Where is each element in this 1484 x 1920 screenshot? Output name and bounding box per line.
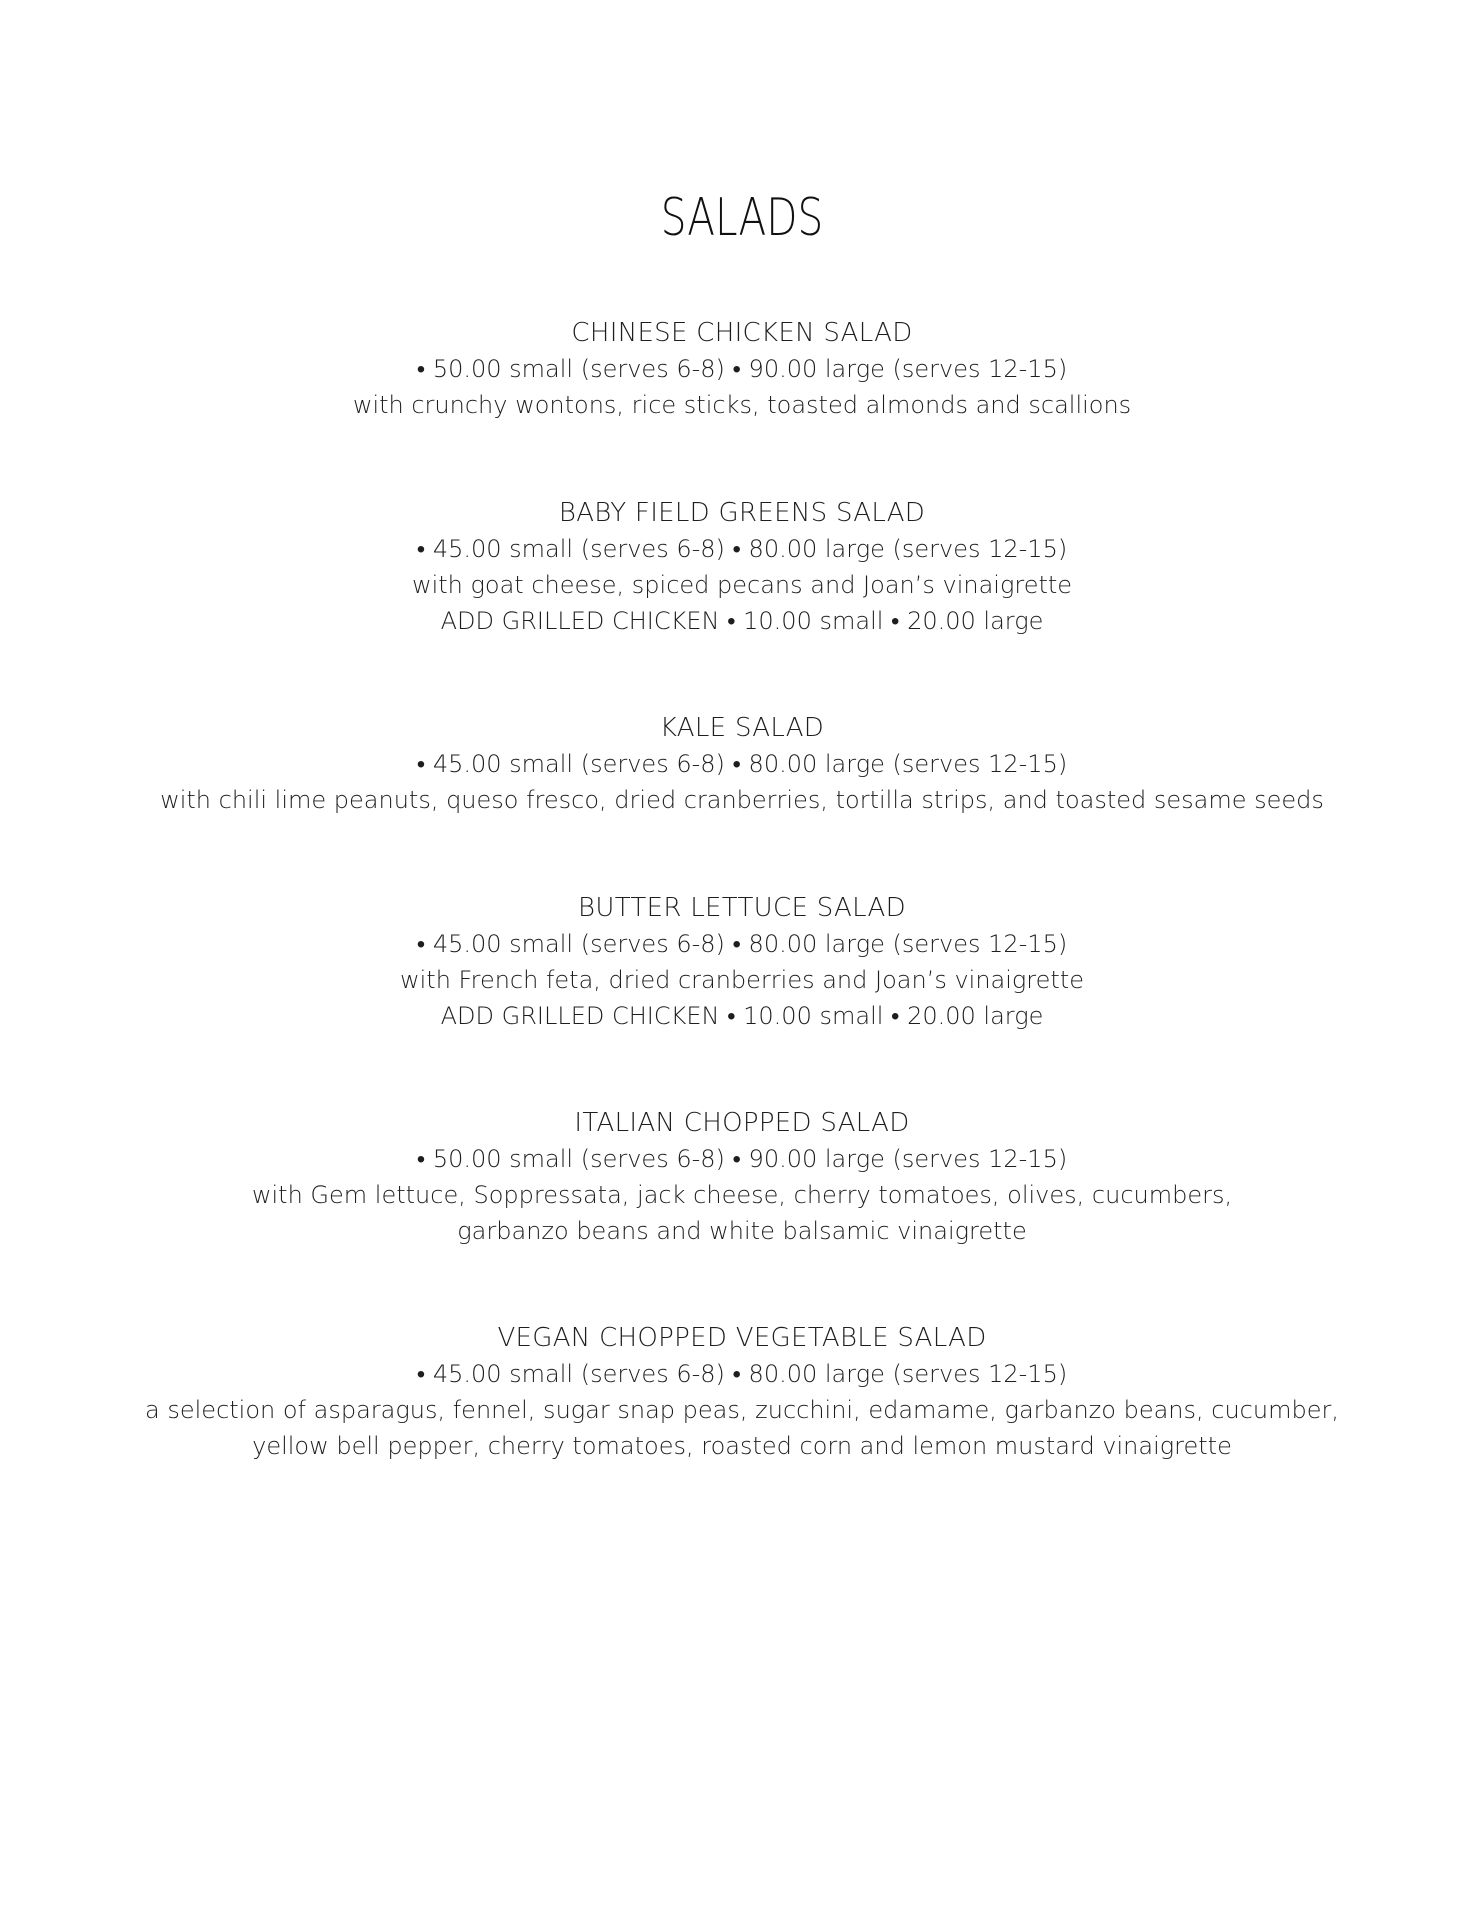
menu-item-baby-field-greens-salad xyxy=(0,495,1484,639)
item-description: with crunchy wontons, rice sticks, toasted almonds and scallions xyxy=(352,391,1132,419)
item-description: with Gem lettuce, Soppressata, jack cheese, cherry tomatoes, olives, cucumbers, xyxy=(251,1181,1233,1209)
item-description: with French feta, dried cranberries and Joan’s vinaigrette xyxy=(400,966,1084,994)
item-name: BUTTER LETTUCE SALAD xyxy=(578,893,906,923)
menu-item-chinese-chicken-salad xyxy=(0,315,1484,423)
item-description: with goat cheese, spiced pecans and Joan’s vinaigrette xyxy=(411,571,1073,599)
item-description: a selection of asparagus, fennel, sugar snap peas, zucchini, edamame, garbanzo beans, cucumber, xyxy=(145,1396,1339,1424)
item-description: yellow bell pepper, cherry tomatoes, roasted corn and lemon mustard vinaigrette xyxy=(252,1432,1232,1460)
item-name: KALE SALAD xyxy=(659,713,825,743)
item-name: ITALIAN CHOPPED SALAD xyxy=(574,1108,910,1138)
item-addon: ADD GRILLED CHICKEN • 10.00 small • 20.00 large xyxy=(440,1002,1044,1030)
item-addon: ADD GRILLED CHICKEN • 10.00 small • 20.00 large xyxy=(440,607,1044,635)
item-name: BABY FIELD GREENS SALAD xyxy=(558,498,926,528)
menu-item-kale-salad xyxy=(0,710,1484,818)
item-prices: • 45.00 small (serves 6-8) • 80.00 large (serves 12-15) xyxy=(416,1360,1068,1388)
item-prices: • 45.00 small (serves 6-8) • 80.00 large (serves 12-15) xyxy=(416,750,1068,778)
item-description: garbanzo beans and white balsamic vinaigrette xyxy=(457,1217,1027,1245)
page-title: SALADS xyxy=(660,188,824,248)
item-name: CHINESE CHICKEN SALAD xyxy=(571,318,913,348)
menu-item-vegan-chopped-vegetable-salad xyxy=(0,1320,1484,1464)
item-prices: • 50.00 small (serves 6-8) • 90.00 large (serves 12-15) xyxy=(416,1145,1068,1173)
item-description: with chili lime peanuts, queso fresco, dried cranberries, tortilla strips, and toasted sesame seeds xyxy=(160,786,1324,814)
menu-item-butter-lettuce-salad xyxy=(0,890,1484,1034)
item-prices: • 45.00 small (serves 6-8) • 80.00 large (serves 12-15) xyxy=(416,535,1068,563)
item-prices: • 50.00 small (serves 6-8) • 90.00 large (serves 12-15) xyxy=(416,355,1068,383)
menu-item-italian-chopped-salad xyxy=(0,1105,1484,1249)
item-prices: • 45.00 small (serves 6-8) • 80.00 large (serves 12-15) xyxy=(416,930,1068,958)
item-name: VEGAN CHOPPED VEGETABLE SALAD xyxy=(497,1323,987,1353)
